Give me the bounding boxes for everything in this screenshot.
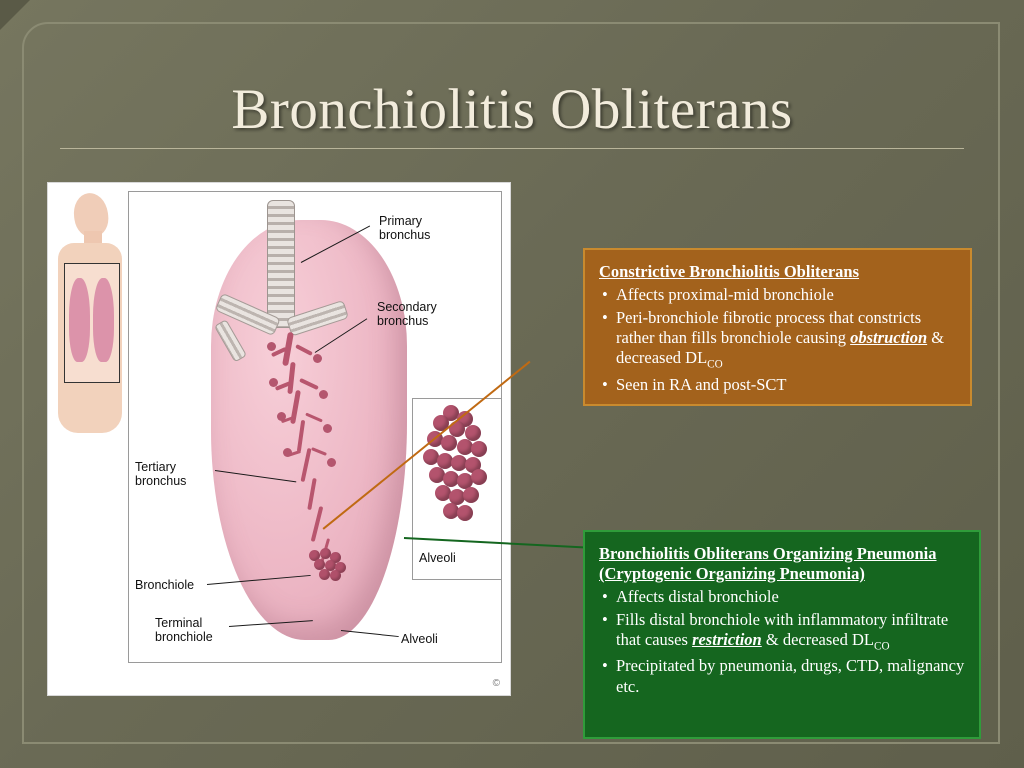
callout-boop-list bbox=[599, 587, 965, 697]
label-secondary-bronchus: Secondary bronchus bbox=[377, 300, 437, 329]
figure-credit: © bbox=[492, 678, 500, 689]
label-tertiary-bronchus: Tertiary bronchus bbox=[135, 460, 187, 489]
body-thumbnail bbox=[54, 191, 124, 561]
label-terminal-bronchiole: Terminal bronchiole bbox=[155, 616, 213, 645]
list-item: • Fills distal bronchiole with inflammatory infiltrate that causes restriction & decreased $DL_{CO}$ bbox=[599, 610, 965, 655]
label-alveoli-inset: Alveoli bbox=[419, 551, 456, 565]
list-item: • Seen in RA and post-SCT bbox=[599, 375, 956, 395]
callout-boop bbox=[583, 530, 981, 739]
list-item: • Affects proximal-mid bronchiole bbox=[599, 285, 956, 305]
callout-constrictive-bronchiolitis bbox=[583, 248, 972, 406]
list-item: • Affects distal bronchiole bbox=[599, 587, 965, 607]
list-item: • Precipitated by pneumonia, drugs, CTD, malignancy etc. bbox=[599, 656, 965, 697]
lung-anatomy-figure bbox=[48, 183, 510, 695]
page-title: Bronchiolitis Obliterans bbox=[231, 78, 793, 141]
title-divider bbox=[60, 148, 964, 149]
label-alveoli-main: Alveoli bbox=[401, 632, 438, 646]
list-item: • Peri-bronchiole fibrotic process that constricts rather than fills bronchiole causing obstruction & decreased $DL_{CO}$ bbox=[599, 308, 956, 373]
title-block bbox=[60, 80, 964, 149]
callout-constrictive-list bbox=[599, 285, 956, 395]
trachea-illustration bbox=[267, 200, 295, 328]
right-lung-thumbnail bbox=[93, 278, 114, 362]
thorax-inset-box bbox=[64, 263, 120, 383]
corner-fold-decoration bbox=[0, 0, 30, 30]
callout-constrictive-title: Constrictive Bronchiolitis Obliterans bbox=[599, 262, 860, 281]
label-bronchiole: Bronchiole bbox=[135, 578, 195, 592]
callout-boop-title: Bronchiolitis Obliterans Organizing Pneumonia (Cryptogenic Organizing Pneumonia) bbox=[599, 544, 937, 584]
left-lung-thumbnail bbox=[69, 278, 90, 362]
label-primary-bronchus: Primary bronchus bbox=[379, 214, 431, 243]
alveoli-inset-panel bbox=[412, 398, 502, 580]
alveoli-cluster-illustration bbox=[419, 405, 495, 545]
terminal-alveoli-cluster bbox=[309, 548, 349, 582]
